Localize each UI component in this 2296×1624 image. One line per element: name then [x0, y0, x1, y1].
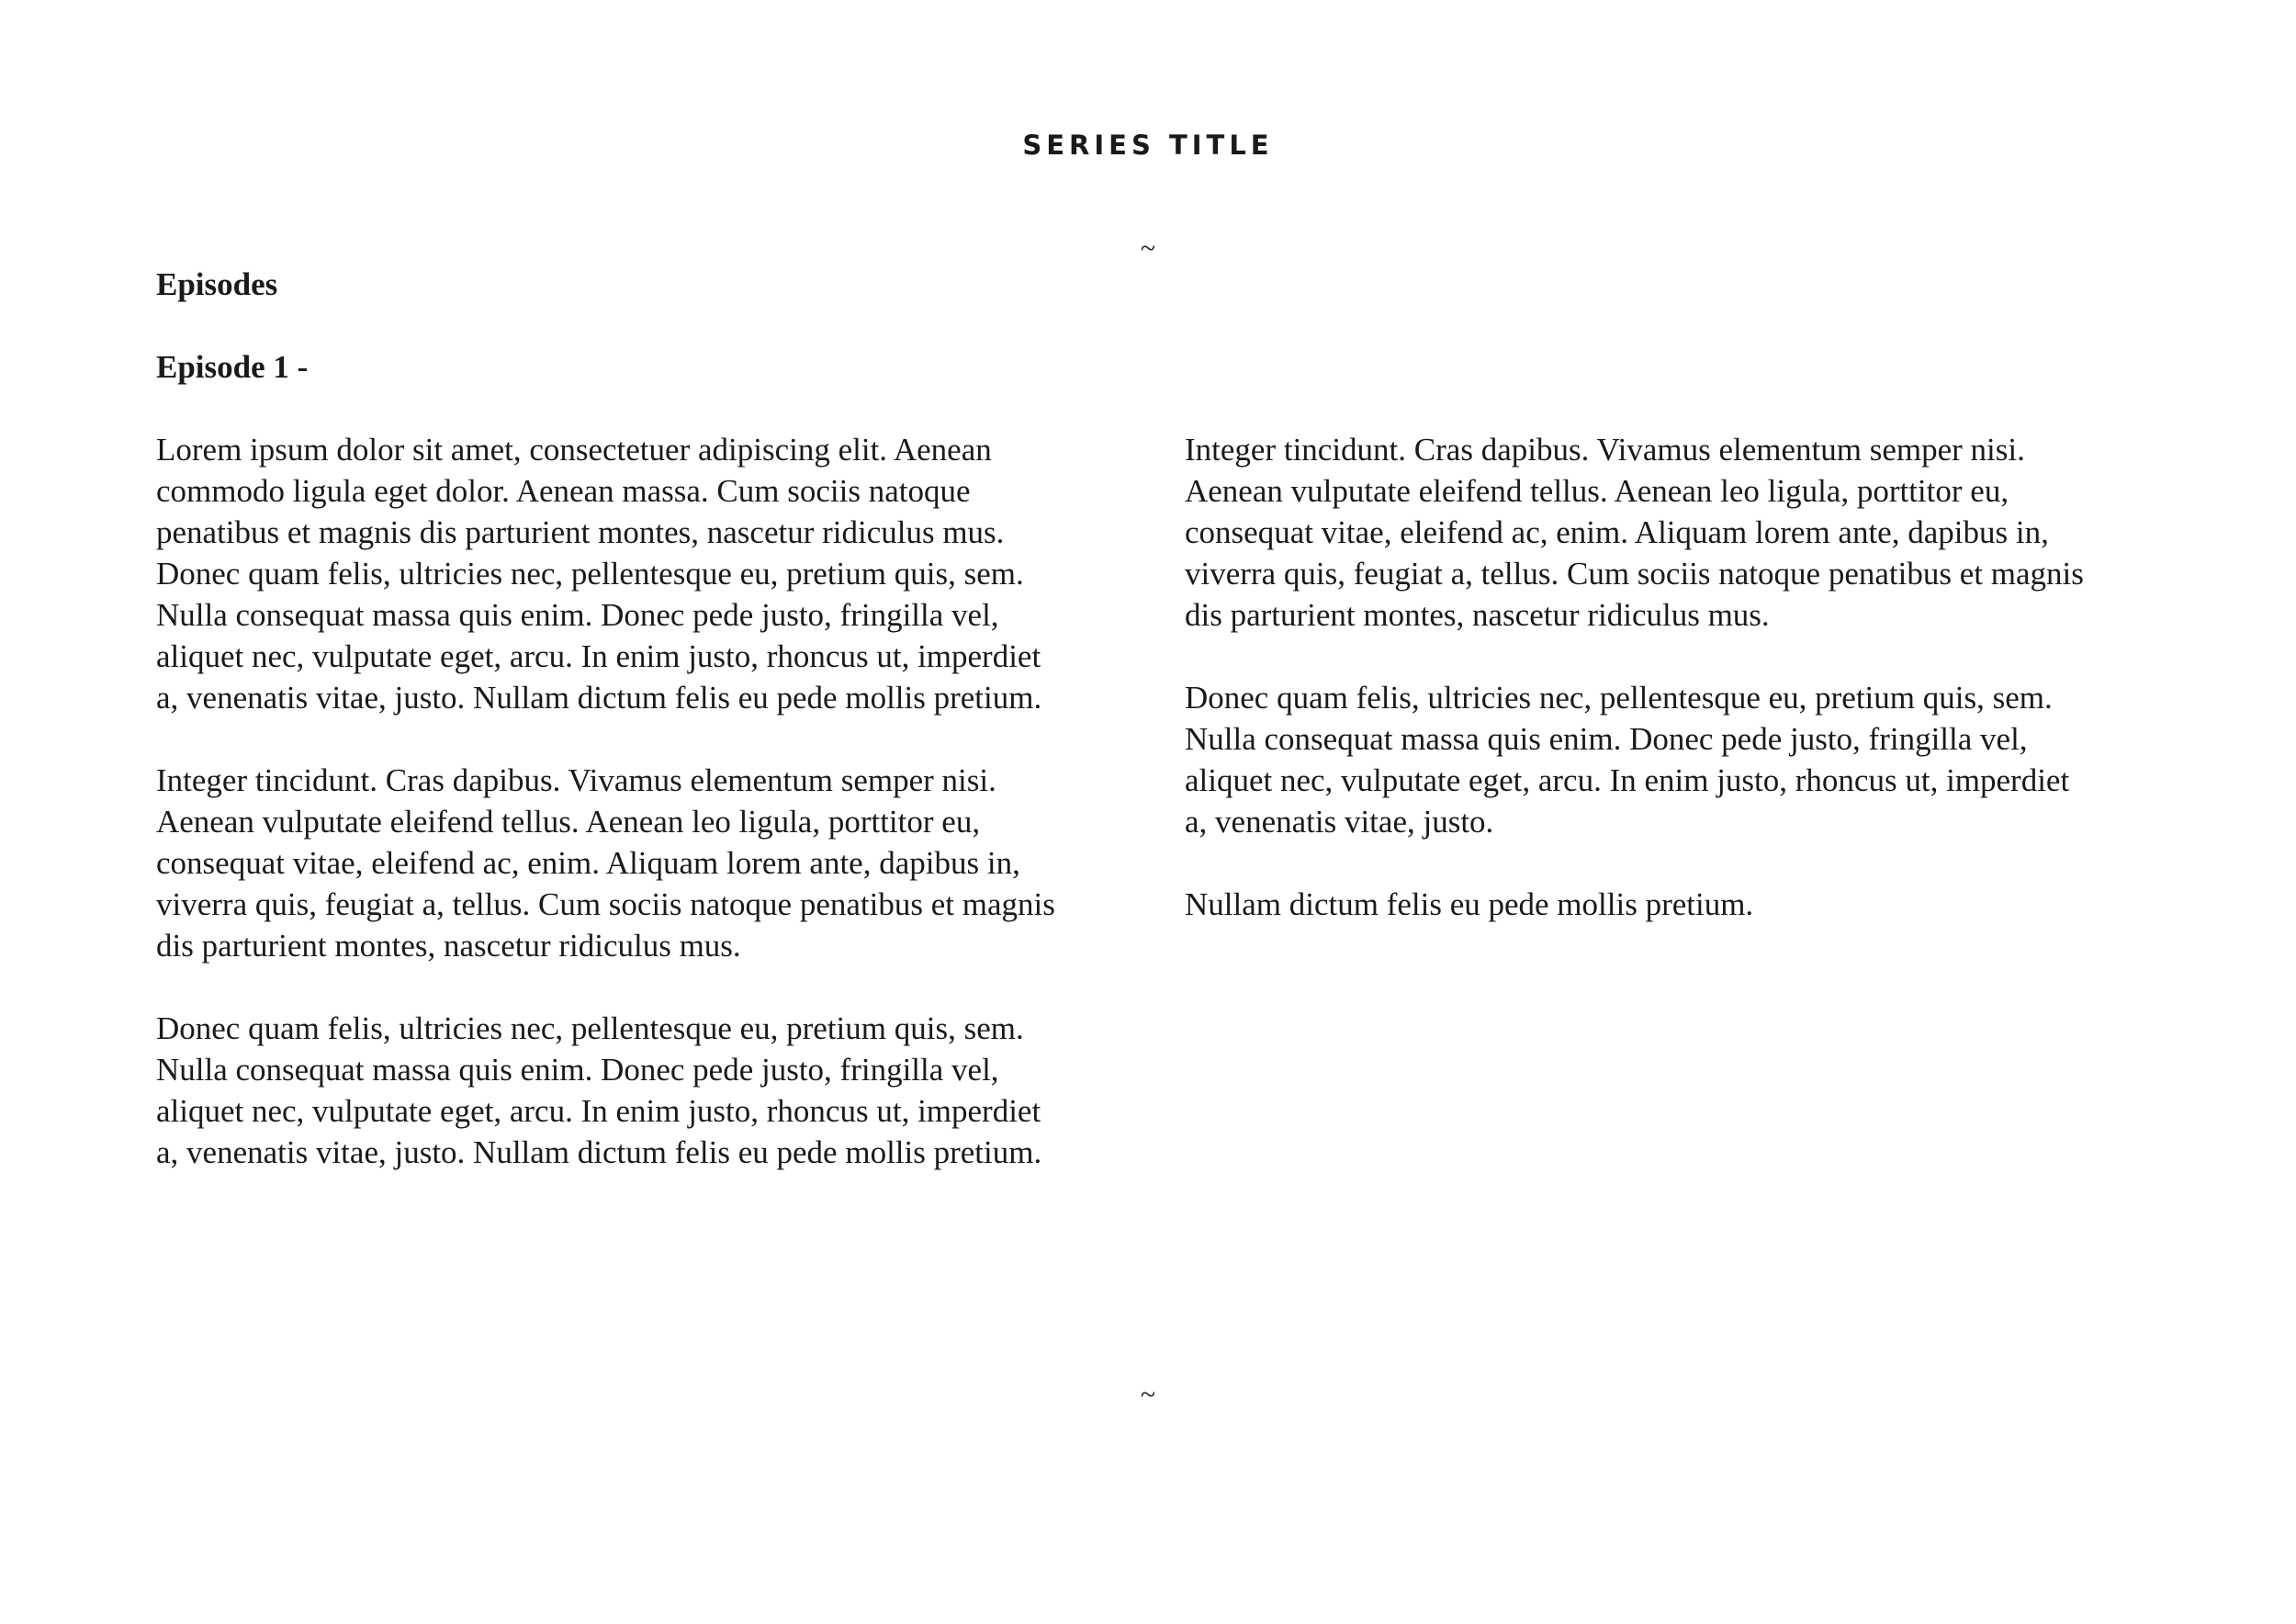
- text-column-right: [1185, 429, 2140, 966]
- body-paragraph: Donec quam felis, ultricies nec, pellentesque eu, pretium quis, sem. Nulla consequat massa quis enim. Donec pede justo, fringilla vel, aliquet nec, vulputate eget, arcu. In enim justo, rhoncus ut, imperdiet a, venenatis vitae, justo. Nullam dictum felis eu pede mollis pretium.: [156, 1010, 1042, 1170]
- body-paragraph: Nullam dictum felis eu pede mollis pretium.: [1185, 886, 1754, 922]
- episode-heading: Episode 1 -: [156, 349, 309, 385]
- body-paragraph: Integer tincidunt. Cras dapibus. Vivamus elementum semper nisi. Aenean vulputate eleifend tellus. Aenean leo ligula, porttitor eu, consequat vitae, eleifend ac, enim. Aliquam lorem ante, dapibus in, viverra quis, feugiat a, tellus. Cum sociis natoque penatibus et magnis dis parturient montes, nascetur ridiculus mus.: [1185, 432, 2084, 633]
- body-paragraph: Donec quam felis, ultricies nec, pellentesque eu, pretium quis, sem. Nulla consequat massa quis enim. Donec pede justo, fringilla vel, aliquet nec, vulputate eget, arcu. In enim justo, rhoncus ut, imperdiet a, venenatis vitae, justo.: [1185, 680, 2070, 840]
- section-heading-episodes: Episodes: [156, 266, 278, 302]
- body-paragraph: Integer tincidunt. Cras dapibus. Vivamus elementum semper nisi. Aenean vulputate eleifend tellus. Aenean leo ligula, porttitor eu, consequat vitae, eleifend ac, enim. Aliquam lorem ante, dapibus in, viverra quis, feugiat a, tellus. Cum sociis natoque penatibus et magnis dis parturient montes, nascetur ridiculus mus.: [156, 762, 1055, 964]
- ornament-divider-bottom: ~: [1140, 1380, 1156, 1410]
- body-paragraph: Lorem ipsum dolor sit amet, consectetuer adipiscing elit. Aenean commodo ligula eget dolor. Aenean massa. Cum sociis natoque penatibus et magnis dis parturient montes, nascetur ridiculus mus. Donec quam felis, ultricies nec, pellentesque eu, pretium quis, sem. Nulla consequat massa quis enim. Donec pede justo, fringilla vel, aliquet nec, vulputate eget, arcu. In enim justo, rhoncus ut, imperdiet a, venenatis vitae, justo. Nullam dictum felis eu pede mollis pretium.: [156, 432, 1042, 716]
- series-title: SERIES TITLE: [1022, 130, 1274, 161]
- ornament-divider-top: ~: [1140, 233, 1156, 264]
- text-column-left: [156, 429, 1093, 1214]
